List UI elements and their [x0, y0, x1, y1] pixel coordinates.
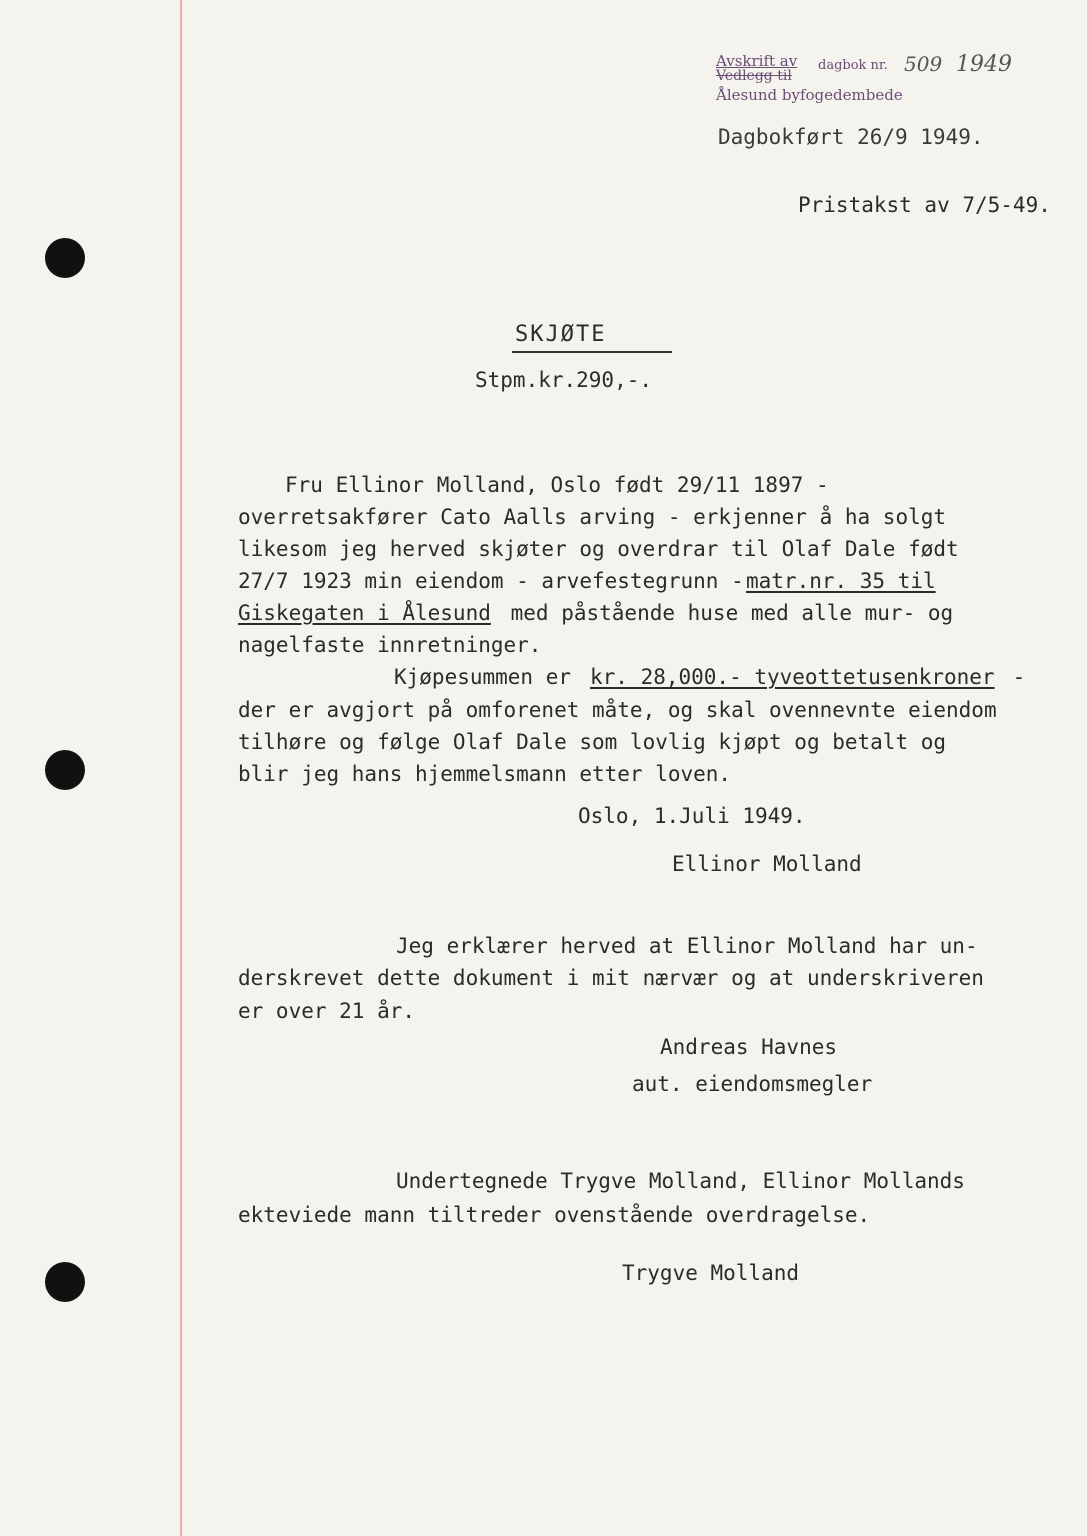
stamp-year: 1949 — [956, 52, 1012, 77]
price-assessment: Pristakst av 7/5-49. — [798, 193, 1051, 217]
stamp-copy-label: Avskrift av — [716, 52, 798, 70]
document-title: SKJØTE — [515, 322, 607, 347]
body-line: der er avgjort på omforenet måte, og skal ovennevnte eiendom — [238, 698, 997, 722]
body-line: nagelfaste innretninger. — [238, 633, 542, 657]
stamp-number: 509 — [904, 52, 943, 76]
property-reference: matr.nr. 35 til — [746, 569, 936, 593]
seller-signature: Ellinor Molland — [672, 852, 862, 876]
body-line: Kjøpesummen er — [394, 665, 584, 689]
stamp-attachment-label: Vedlegg til — [716, 68, 792, 84]
witness-line: er over 21 år. — [238, 999, 416, 1023]
stamp-court-name: Ålesund byfogedembede — [716, 86, 903, 104]
body-line: blir jeg hans hjemmelsmann etter loven. — [238, 762, 732, 786]
title-underline — [512, 351, 672, 353]
consent-line: Undertegnede Trygve Molland, Ellinor Mollands — [396, 1169, 965, 1193]
registration-date: Dagbokført 26/9 1949. — [718, 125, 984, 149]
body-line: med påstående huse med alle mur- og — [498, 601, 954, 625]
witness-name: Andreas Havnes — [660, 1035, 838, 1059]
witness-line: derskrevet dette dokument i mit nærvær og at underskriveren — [238, 966, 984, 990]
purchase-price: kr. 28,000.- tyveottetusenkroner — [590, 665, 995, 689]
punch-hole-top — [45, 238, 85, 278]
stamp-duty: Stpm.kr.290,-. — [475, 368, 653, 392]
body-line: 27/7 1923 min eiendom - arvefestegrunn - — [238, 569, 757, 593]
punch-hole-bottom — [45, 1262, 85, 1302]
body-line: - — [1000, 665, 1026, 689]
body-line: Fru Ellinor Molland, Oslo født 29/11 1897 - — [285, 473, 829, 497]
body-line: tilhøre og følge Olaf Dale som lovlig kjøpt og betalt og — [238, 730, 947, 754]
body-line: overretsakfører Cato Aalls arving - erkjenner å ha solgt — [238, 505, 947, 529]
margin-line — [180, 0, 182, 1536]
place-date: Oslo, 1.Juli 1949. — [578, 804, 806, 828]
consent-line: ekteviede mann tiltreder ovenstående overdragelse. — [238, 1203, 871, 1227]
punch-hole-middle — [45, 750, 85, 790]
witness-line: Jeg erklærer herved at Ellinor Molland har un- — [396, 934, 978, 958]
property-street: Giskegaten i Ålesund — [238, 601, 491, 625]
stamp-journal-label: dagbok nr. — [818, 58, 888, 73]
spouse-signature: Trygve Molland — [622, 1261, 800, 1285]
body-line: likesom jeg herved skjøter og overdrar til Olaf Dale født — [238, 537, 959, 561]
witness-title: aut. eiendomsmegler — [632, 1072, 873, 1096]
